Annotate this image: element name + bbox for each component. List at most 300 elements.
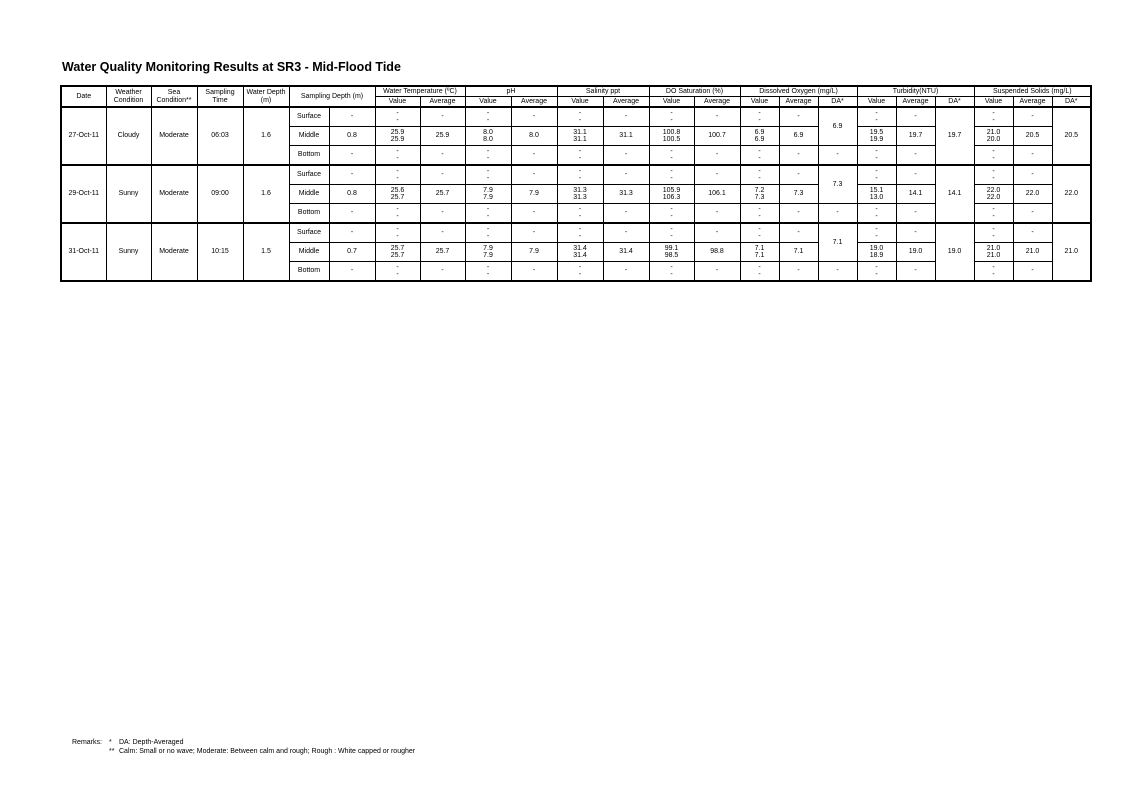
do-saturation-values-1: 100.8 xyxy=(662,128,681,136)
subheader-value: Value xyxy=(649,97,694,108)
temp-values-1: 25.6 xyxy=(390,186,405,194)
turbidity-values xyxy=(857,127,896,146)
weather-cell: Sunny xyxy=(106,165,151,223)
salinity-values-1: - xyxy=(578,263,582,271)
do-values xyxy=(740,185,779,204)
do-saturation-average: - xyxy=(694,262,740,282)
turbidity-values-2: 19.9 xyxy=(869,136,884,143)
ss-values-1: 21.0 xyxy=(986,244,1001,252)
turbidity-values-1: - xyxy=(875,147,878,155)
ss-values-1: - xyxy=(992,205,995,213)
turbidity-values-1: - xyxy=(875,109,878,117)
do-saturation-values-2: 106.3 xyxy=(662,194,681,201)
subheader-value: Value xyxy=(375,97,420,108)
ph-average: 8.0 xyxy=(511,127,557,146)
temp-average: - xyxy=(420,262,465,282)
do-average: - xyxy=(779,204,818,224)
do-values xyxy=(740,243,779,262)
do-saturation-average: - xyxy=(694,223,740,243)
salinity-values-1: 31.1 xyxy=(573,128,587,136)
do-values-1: 6.9 xyxy=(754,128,765,136)
salinity-values-2: - xyxy=(578,233,582,240)
turbidity-average: 19.7 xyxy=(896,127,935,146)
subheader-value: Value xyxy=(974,97,1013,108)
header-sea: Sea Condition** xyxy=(151,86,197,107)
remark-line xyxy=(72,738,415,747)
header-temp: Water Temperature (ºC) xyxy=(375,86,465,97)
do-saturation-values-2: 100.5 xyxy=(662,136,681,143)
weather-cell: Sunny xyxy=(106,223,151,281)
do-saturation-values-1: - xyxy=(670,147,673,155)
ss-average: - xyxy=(1013,107,1052,127)
ss-values-1: - xyxy=(992,263,995,271)
ph-average: - xyxy=(511,262,557,282)
salinity-values xyxy=(557,243,603,262)
turbidity-average: 19.0 xyxy=(896,243,935,262)
do-values-2: - xyxy=(758,213,761,220)
turbidity-values-2: - xyxy=(875,155,878,162)
ss-values-2: - xyxy=(992,175,995,182)
depth-level-label: Bottom xyxy=(289,262,329,282)
temp-values-2: - xyxy=(396,175,399,182)
do-values-2: - xyxy=(758,233,761,240)
do-da-cell: 7.3 xyxy=(818,165,857,204)
ph-values xyxy=(465,146,511,166)
ph-values xyxy=(465,127,511,146)
header-do-saturation: DO Saturation (%) xyxy=(649,86,740,97)
do-saturation-values xyxy=(649,223,694,243)
temp-values-2: 25.7 xyxy=(390,194,405,201)
sampling-depth-value: 0.8 xyxy=(329,185,375,204)
water-quality-table xyxy=(60,85,1092,282)
subheader-average: Average xyxy=(511,97,557,108)
turbidity-values xyxy=(857,185,896,204)
temp-values xyxy=(375,262,420,282)
turbidity-values-2: - xyxy=(875,117,878,124)
do-saturation-values-1: - xyxy=(670,167,673,175)
do-saturation-values xyxy=(649,243,694,262)
do-values-2: - xyxy=(758,175,761,182)
salinity-values xyxy=(557,223,603,243)
ph-average: 7.9 xyxy=(511,243,557,262)
temp-average: - xyxy=(420,107,465,127)
do-average: - xyxy=(779,262,818,282)
depth-level-label: Surface xyxy=(289,107,329,127)
remark-marker: * xyxy=(109,739,112,746)
salinity-average: 31.4 xyxy=(603,243,649,262)
temp-values-2: - xyxy=(396,155,399,162)
do-values-2: 6.9 xyxy=(754,136,765,143)
do-values-1: - xyxy=(758,263,761,271)
salinity-average: - xyxy=(603,204,649,224)
subheader-average: Average xyxy=(779,97,818,108)
do-saturation-values xyxy=(649,262,694,282)
sampling-depth-value: - xyxy=(329,223,375,243)
subheader-average: Average xyxy=(694,97,740,108)
sampling-depth-value: 0.8 xyxy=(329,127,375,146)
ss-values xyxy=(974,107,1013,127)
salinity-values-1: - xyxy=(578,225,582,233)
sea-condition-cell: Moderate xyxy=(151,107,197,165)
turbidity-values xyxy=(857,165,896,185)
temp-values xyxy=(375,243,420,262)
salinity-values xyxy=(557,107,603,127)
temp-values-2: - xyxy=(396,117,399,124)
do-values xyxy=(740,127,779,146)
ss-average: 21.0 xyxy=(1013,243,1052,262)
turbidity-values xyxy=(857,107,896,127)
salinity-values-2: - xyxy=(578,271,582,278)
header-sampling-depth: Sampling Depth (m) xyxy=(289,86,375,107)
temp-values xyxy=(375,185,420,204)
temp-average: 25.9 xyxy=(420,127,465,146)
turbidity-values-1: 19.0 xyxy=(869,244,884,252)
temp-values-1: - xyxy=(396,167,399,175)
do-saturation-values-1: 99.1 xyxy=(664,244,679,252)
salinity-values-2: - xyxy=(578,117,582,124)
remarks xyxy=(72,738,415,756)
header-dissolved-oxygen: Dissolved Oxygen (mg/L) xyxy=(740,86,857,97)
salinity-values-2: - xyxy=(578,155,582,162)
do-values-1: - xyxy=(758,205,761,213)
depth-level-label: Middle xyxy=(289,185,329,204)
ph-values xyxy=(465,243,511,262)
depth-level-label: Bottom xyxy=(289,204,329,224)
do-values-2: - xyxy=(758,155,761,162)
ph-values-1: - xyxy=(486,167,490,175)
salinity-average: 31.1 xyxy=(603,127,649,146)
ph-values-2: 7.9 xyxy=(483,194,493,201)
temp-values-1: 25.9 xyxy=(390,128,405,136)
temp-values xyxy=(375,107,420,127)
ph-values-2: - xyxy=(486,175,490,182)
sampling-depth-value: - xyxy=(329,107,375,127)
do-saturation-average: 98.8 xyxy=(694,243,740,262)
date-cell: 31-Oct-11 xyxy=(61,223,106,281)
sea-condition-cell: Moderate xyxy=(151,165,197,223)
ss-values-2: - xyxy=(992,233,995,240)
turbidity-da-cell: 19.0 xyxy=(935,223,974,281)
depth-level-label: Middle xyxy=(289,243,329,262)
temp-average: 25.7 xyxy=(420,243,465,262)
sampling-depth-value: - xyxy=(329,262,375,282)
turbidity-values xyxy=(857,146,896,166)
temp-values-2: - xyxy=(396,271,399,278)
do-values-1: 7.1 xyxy=(754,244,765,252)
do-saturation-values-2: - xyxy=(670,233,673,240)
turbidity-da-cell: 19.7 xyxy=(935,107,974,165)
do-values-2: - xyxy=(758,271,761,278)
turbidity-average: - xyxy=(896,146,935,166)
salinity-values xyxy=(557,262,603,282)
sampling-depth-value: - xyxy=(329,146,375,166)
ph-values xyxy=(465,262,511,282)
do-saturation-values-2: - xyxy=(670,155,673,162)
ss-values xyxy=(974,165,1013,185)
do-saturation-values-1: - xyxy=(670,263,673,271)
depth-level-label: Bottom xyxy=(289,146,329,166)
turbidity-values-2: - xyxy=(875,271,878,278)
ss-values-1: - xyxy=(992,167,995,175)
ph-values-1: - xyxy=(486,225,490,233)
turbidity-values-2: - xyxy=(875,233,878,240)
salinity-values-1: 31.4 xyxy=(573,244,587,252)
turbidity-values xyxy=(857,204,896,224)
table-body xyxy=(61,107,1091,281)
temp-values xyxy=(375,165,420,185)
do-values xyxy=(740,165,779,185)
turbidity-values-2: - xyxy=(875,213,878,220)
ss-values-2: - xyxy=(992,117,995,124)
temp-values-2: 25.9 xyxy=(390,136,405,143)
ss-values xyxy=(974,185,1013,204)
header-ph: pH xyxy=(465,86,557,97)
turbidity-average: - xyxy=(896,165,935,185)
ss-average: - xyxy=(1013,165,1052,185)
turbidity-da-cell: 14.1 xyxy=(935,165,974,223)
turbidity-values xyxy=(857,262,896,282)
do-values xyxy=(740,107,779,127)
header-turbidity: Turbidity(NTU) xyxy=(857,86,974,97)
ph-values xyxy=(465,185,511,204)
do-values xyxy=(740,204,779,224)
table-row xyxy=(61,165,1091,185)
subheader-value: Value xyxy=(465,97,511,108)
temp-average: - xyxy=(420,204,465,224)
ss-values xyxy=(974,127,1013,146)
date-cell: 29-Oct-11 xyxy=(61,165,106,223)
salinity-values xyxy=(557,127,603,146)
salinity-average: - xyxy=(603,165,649,185)
sampling-time-cell: 10:15 xyxy=(197,223,243,281)
do-saturation-average: - xyxy=(694,107,740,127)
do-saturation-values xyxy=(649,127,694,146)
subheader-da: DA* xyxy=(935,97,974,108)
remark-line xyxy=(72,747,415,756)
ph-values xyxy=(465,165,511,185)
subheader-value: Value xyxy=(557,97,603,108)
ss-values-1: - xyxy=(992,109,995,117)
do-saturation-values xyxy=(649,107,694,127)
ss-values-2: 20.0 xyxy=(986,136,1001,143)
temp-values-2: - xyxy=(396,213,399,220)
ph-values xyxy=(465,107,511,127)
do-saturation-values xyxy=(649,165,694,185)
page-title: Water Quality Monitoring Results at SR3 - Mid-Flood Tide xyxy=(62,60,401,74)
ss-da-cell: 22.0 xyxy=(1052,165,1091,223)
salinity-values xyxy=(557,185,603,204)
temp-values-1: - xyxy=(396,109,399,117)
ph-values-2: - xyxy=(486,233,490,240)
do-average: 7.3 xyxy=(779,185,818,204)
header-time: Sampling Time xyxy=(197,86,243,107)
turbidity-values-1: - xyxy=(875,205,878,213)
depth-level-label: Middle xyxy=(289,127,329,146)
temp-values xyxy=(375,223,420,243)
do-values-1: - xyxy=(758,167,761,175)
turbidity-average: - xyxy=(896,223,935,243)
turbidity-values-2: 18.9 xyxy=(869,252,884,259)
salinity-average: - xyxy=(603,262,649,282)
ss-average: - xyxy=(1013,146,1052,166)
do-values xyxy=(740,146,779,166)
do-saturation-values-2: - xyxy=(670,175,673,182)
sampling-depth-value: - xyxy=(329,165,375,185)
ss-values-1: 21.0 xyxy=(986,128,1001,136)
sampling-time-cell: 06:03 xyxy=(197,107,243,165)
temp-values-1: - xyxy=(396,225,399,233)
do-average: - xyxy=(779,223,818,243)
ss-average: - xyxy=(1013,262,1052,282)
salinity-values xyxy=(557,146,603,166)
do-saturation-values-2: - xyxy=(670,213,673,220)
do-da-cell: - xyxy=(818,146,857,166)
ss-values-1: 22.0 xyxy=(986,186,1001,194)
do-saturation-values-1: - xyxy=(670,205,673,213)
sampling-depth-value: - xyxy=(329,204,375,224)
ph-average: - xyxy=(511,223,557,243)
header-salinity: Salinity ppt xyxy=(557,86,649,97)
date-cell: 27-Oct-11 xyxy=(61,107,106,165)
do-saturation-values-2: - xyxy=(670,117,673,124)
salinity-values-2: - xyxy=(578,213,582,220)
do-values-1: - xyxy=(758,109,761,117)
subheader-da: DA* xyxy=(1052,97,1091,108)
header-suspended-solids: Suspended Solids (mg/L) xyxy=(974,86,1091,97)
do-average: - xyxy=(779,165,818,185)
ss-da-cell: 21.0 xyxy=(1052,223,1091,281)
salinity-values-2: 31.1 xyxy=(573,136,587,143)
ph-values xyxy=(465,223,511,243)
ph-values-1: - xyxy=(486,205,490,213)
do-saturation-values-1: 105.9 xyxy=(662,186,681,194)
do-saturation-average: - xyxy=(694,204,740,224)
subheader-average: Average xyxy=(1013,97,1052,108)
ph-values-1: 8.0 xyxy=(483,128,493,136)
temp-values xyxy=(375,204,420,224)
table-header xyxy=(61,86,1091,107)
salinity-values-2: 31.4 xyxy=(573,252,587,259)
ph-values-1: - xyxy=(486,147,490,155)
do-saturation-average: 106.1 xyxy=(694,185,740,204)
ss-values xyxy=(974,243,1013,262)
depth-level-label: Surface xyxy=(289,223,329,243)
turbidity-values xyxy=(857,223,896,243)
do-saturation-values-1: - xyxy=(670,225,673,233)
turbidity-values-2: 13.0 xyxy=(869,194,884,201)
do-values-1: - xyxy=(758,147,761,155)
temp-values-1: - xyxy=(396,147,399,155)
turbidity-average: - xyxy=(896,107,935,127)
temp-average: 25.7 xyxy=(420,185,465,204)
ph-values-1: 7.9 xyxy=(483,244,493,252)
ss-values-2: - xyxy=(992,271,995,278)
temp-values-2: 25.7 xyxy=(390,252,405,259)
do-saturation-values xyxy=(649,185,694,204)
do-values xyxy=(740,223,779,243)
ph-values-2: - xyxy=(486,117,490,124)
header-date: Date xyxy=(61,86,106,107)
do-da-cell: 7.1 xyxy=(818,223,857,262)
do-values-2: 7.1 xyxy=(754,252,765,259)
sampling-depth-value: 0.7 xyxy=(329,243,375,262)
ss-average: - xyxy=(1013,204,1052,224)
remark-text: Calm: Small or no wave; Moderate: Between calm and rough; Rough : White capped or rougher xyxy=(119,748,416,755)
temp-average: - xyxy=(420,146,465,166)
do-values xyxy=(740,262,779,282)
do-values-2: - xyxy=(758,117,761,124)
turbidity-values-1: 15.1 xyxy=(869,186,884,194)
subheader-value: Value xyxy=(857,97,896,108)
ss-average: - xyxy=(1013,223,1052,243)
ss-average: 22.0 xyxy=(1013,185,1052,204)
salinity-values-1: 31.3 xyxy=(573,186,587,194)
ss-average: 20.5 xyxy=(1013,127,1052,146)
ss-values-1: - xyxy=(992,147,995,155)
ph-average: 7.9 xyxy=(511,185,557,204)
remarks-label: Remarks: xyxy=(72,739,102,746)
do-saturation-values-2: 98.5 xyxy=(664,252,679,259)
ph-values xyxy=(465,204,511,224)
do-da-cell: 6.9 xyxy=(818,107,857,146)
remark-text: DA: Depth-Averaged xyxy=(119,739,184,746)
ss-values xyxy=(974,223,1013,243)
salinity-average: - xyxy=(603,107,649,127)
do-saturation-values xyxy=(649,146,694,166)
water-depth-cell: 1.5 xyxy=(243,223,289,281)
header-depth: Water Depth (m) xyxy=(243,86,289,107)
ph-average: - xyxy=(511,107,557,127)
temp-values-1: - xyxy=(396,263,399,271)
do-values-1: - xyxy=(758,225,761,233)
salinity-values-1: - xyxy=(578,147,582,155)
salinity-average: - xyxy=(603,223,649,243)
do-da-cell: - xyxy=(818,204,857,224)
salinity-values-2: - xyxy=(578,175,582,182)
do-saturation-average: - xyxy=(694,146,740,166)
salinity-values xyxy=(557,204,603,224)
salinity-values-1: - xyxy=(578,167,582,175)
do-average: - xyxy=(779,146,818,166)
temp-average: - xyxy=(420,223,465,243)
temp-average: - xyxy=(420,165,465,185)
turbidity-values xyxy=(857,243,896,262)
remark-marker: ** xyxy=(109,748,115,755)
temp-values xyxy=(375,146,420,166)
do-saturation-values-1: - xyxy=(670,109,673,117)
subheader-average: Average xyxy=(420,97,465,108)
subheader-average: Average xyxy=(896,97,935,108)
ss-values xyxy=(974,204,1013,224)
do-values-1: 7.2 xyxy=(754,186,765,194)
turbidity-average: 14.1 xyxy=(896,185,935,204)
turbidity-values-1: 19.5 xyxy=(869,128,884,136)
turbidity-values-1: - xyxy=(875,263,878,271)
ph-values-2: 7.9 xyxy=(483,252,493,259)
temp-values-1: 25.7 xyxy=(390,244,405,252)
salinity-average: - xyxy=(603,146,649,166)
ss-values xyxy=(974,146,1013,166)
water-depth-cell: 1.6 xyxy=(243,107,289,165)
ss-values-2: 21.0 xyxy=(986,252,1001,259)
salinity-values-2: 31.3 xyxy=(573,194,587,201)
turbidity-average: - xyxy=(896,204,935,224)
subheader-value: Value xyxy=(740,97,779,108)
ph-average: - xyxy=(511,204,557,224)
ss-da-cell: 20.5 xyxy=(1052,107,1091,165)
subheader-average: Average xyxy=(603,97,649,108)
ss-values-2: - xyxy=(992,155,995,162)
